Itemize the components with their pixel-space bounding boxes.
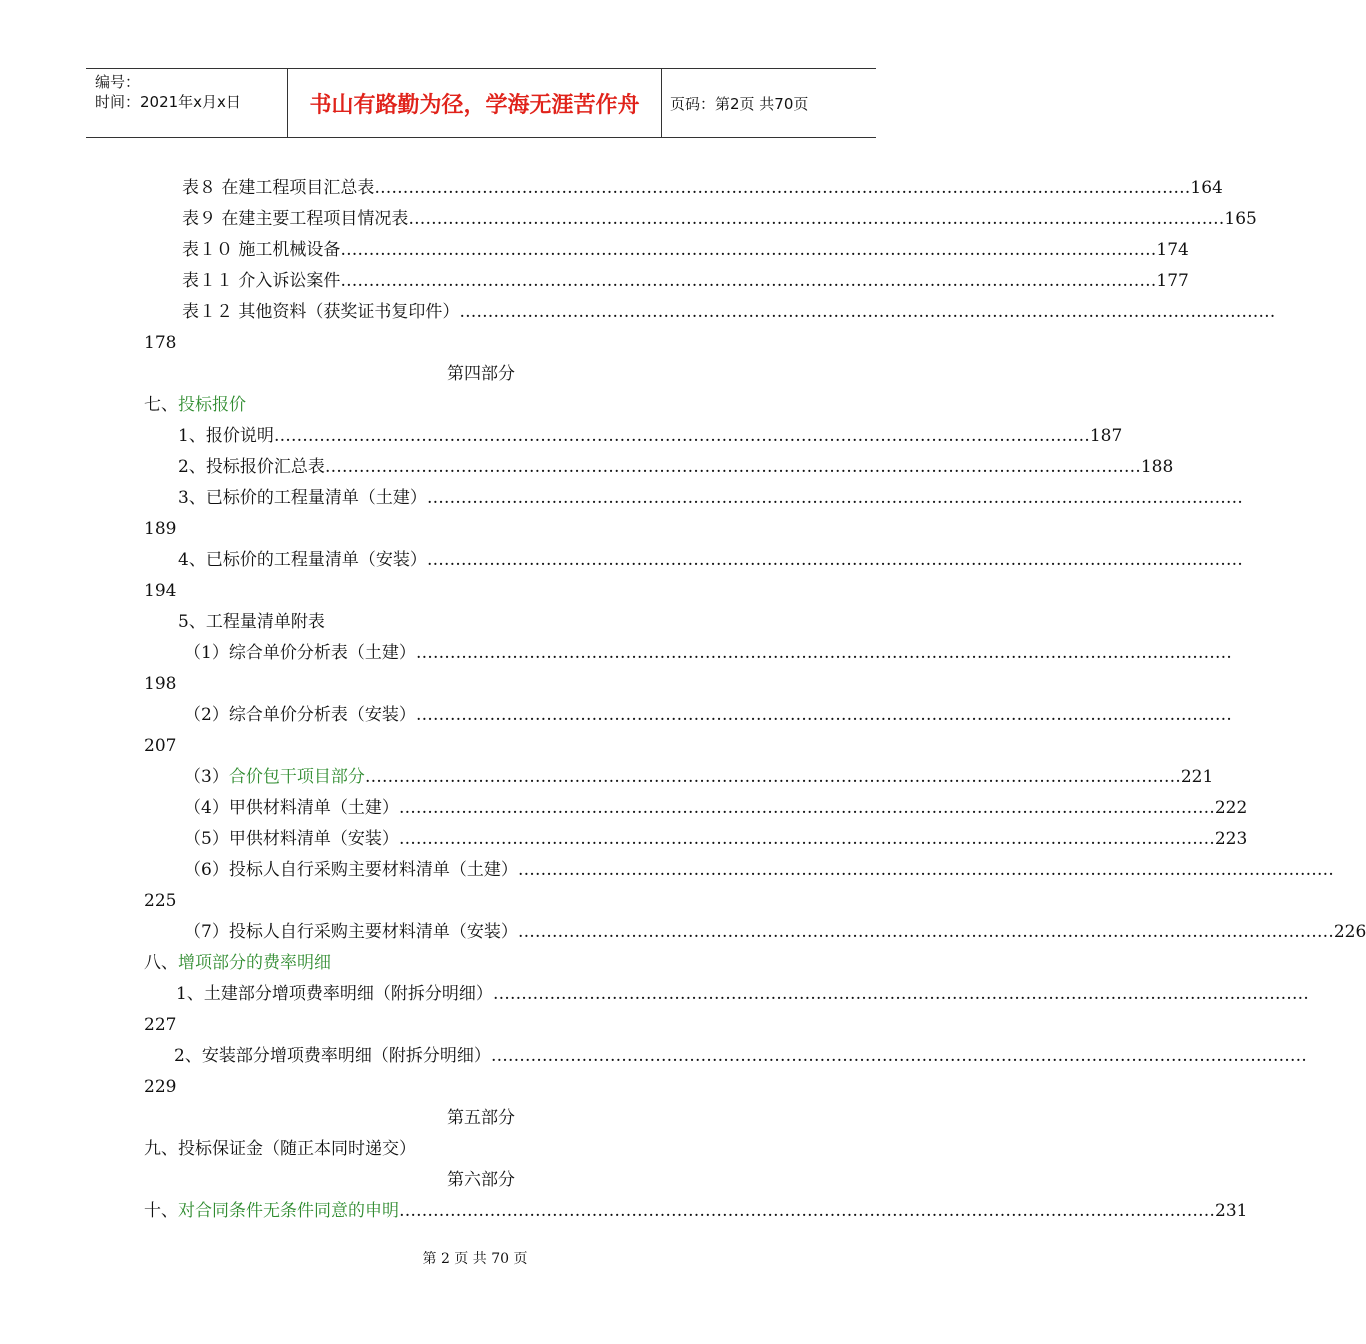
toc-entry-page: 207: [144, 736, 177, 756]
toc-entry-text: 表１２ 其他资料（获奖证书复印件）: [182, 302, 460, 322]
part-heading: 第五部分: [447, 1108, 515, 1128]
toc-leader: ………………………………………………………………………………………………………………………………: [408, 209, 1225, 229]
section-heading: [144, 392, 246, 418]
toc-leader: ………………………………………………………………………………………………………………………………: [459, 302, 1276, 322]
toc-entry-page: 198: [144, 674, 177, 694]
toc-entry: [182, 237, 1189, 263]
section-heading: [144, 950, 331, 976]
toc-entry: [178, 547, 1243, 573]
toc-entry-page: 187: [1089, 426, 1123, 446]
toc-entry-text: 1、土建部分增项费率明细（附拆分明细）: [176, 984, 493, 1004]
toc-entry-page: 227: [144, 1015, 177, 1035]
toc-entry: [182, 299, 1276, 325]
part-heading: 第四部分: [447, 364, 515, 384]
toc-entry-text: 2、投标报价汇总表: [178, 457, 325, 477]
toc-entry-text: 3、已标价的工程量清单（土建）: [178, 488, 427, 508]
toc-entry-text: （5）甲供材料清单（安装）: [184, 829, 399, 849]
toc-entry: [184, 919, 1366, 945]
toc-entry-number: （3）: [184, 767, 229, 787]
page-info: 页码：第2页 共70页: [670, 94, 809, 113]
toc-entry-page: 222: [1214, 798, 1248, 818]
toc-leader: ………………………………………………………………………………………………………………………………: [398, 798, 1215, 818]
toc-entry: [184, 764, 1214, 790]
toc-leader: ………………………………………………………………………………………………………………………………: [490, 1046, 1307, 1066]
toc-entry-text: （1）综合单价分析表（土建）: [184, 643, 416, 663]
toc-entry: [182, 268, 1189, 294]
toc-entry-text: 表９ 在建主要工程项目情况表: [182, 209, 409, 229]
toc-entry-page: 189: [144, 519, 177, 539]
toc-entry-text: [144, 1198, 399, 1224]
toc-entry: [184, 640, 1232, 666]
toc-entry-text: 表１１ 介入诉讼案件: [182, 271, 341, 291]
toc-entry-text: （7）投标人自行采购主要材料清单（安装）: [184, 922, 518, 942]
toc-entry-text: 表１０ 施工机械设备: [182, 240, 341, 260]
toc-entry: [184, 826, 1248, 852]
header-motto-cell: [288, 69, 662, 137]
toc-entry-page: 229: [144, 1077, 177, 1097]
time-label: 时间：2021年x月x日: [95, 93, 241, 111]
toc-entry-text: 1、报价说明: [178, 426, 274, 446]
toc-entry-page: 226: [1333, 922, 1366, 942]
page-header: [86, 68, 876, 138]
toc-entry: [176, 981, 1309, 1007]
section-number: 十、: [144, 1201, 178, 1221]
toc-entry-page: 194: [144, 581, 177, 601]
toc-entry-text: 2、安装部分增项费率明细（附拆分明细）: [174, 1046, 491, 1066]
toc-entry-text: （2）综合单价分析表（安装）: [184, 705, 416, 725]
toc-entry-text: （6）投标人自行采购主要材料清单（土建）: [184, 860, 518, 880]
toc-entry: [174, 1043, 1307, 1069]
toc-leader: ………………………………………………………………………………………………………………………………: [398, 829, 1215, 849]
toc-entry-page: 174: [1156, 240, 1189, 260]
toc-leader: ………………………………………………………………………………………………………………………………: [415, 705, 1232, 725]
toc-entry: [178, 423, 1123, 449]
toc-entry-text: 表８ 在建工程项目汇总表: [182, 178, 375, 198]
number-label: 编号：: [95, 73, 141, 91]
toc-subheading: 5、工程量清单附表: [178, 612, 325, 632]
page-footer: 第 2 页 共 70 页: [422, 1251, 528, 1267]
toc-entry-text: （4）甲供材料清单（土建）: [184, 798, 399, 818]
toc-entry: [178, 454, 1174, 480]
section-heading: 九、投标保证金（随正本同时递交）: [144, 1139, 416, 1159]
toc-leader: ………………………………………………………………………………………………………………………………: [426, 488, 1243, 508]
toc-leader: ………………………………………………………………………………………………………………………………: [364, 767, 1181, 787]
section-title: 对合同条件无条件同意的申明: [178, 1201, 399, 1221]
toc-entry: [178, 485, 1243, 511]
toc-leader: ………………………………………………………………………………………………………………………………: [374, 178, 1191, 198]
toc-leader: ………………………………………………………………………………………………………………………………: [399, 1201, 1215, 1221]
toc-entry-page: 223: [1214, 829, 1248, 849]
toc-leader: ………………………………………………………………………………………………………………………………: [324, 457, 1141, 477]
toc-entry: [144, 1198, 1248, 1224]
toc-entry-title: 合价包干项目部分: [228, 767, 365, 787]
toc-leader: ………………………………………………………………………………………………………………………………: [415, 643, 1232, 663]
toc-entry-page: 231: [1215, 1201, 1248, 1221]
toc-leader: ………………………………………………………………………………………………………………………………: [517, 922, 1334, 942]
toc-leader: ………………………………………………………………………………………………………………………………: [517, 860, 1334, 880]
motto: 书山有路勤为径，学海无涯苦作舟: [309, 92, 640, 118]
toc-entry-text: [184, 764, 365, 790]
toc-leader: ………………………………………………………………………………………………………………………………: [492, 984, 1309, 1004]
section-number: 七、: [144, 395, 178, 415]
toc-entry-page: 178: [144, 333, 177, 353]
toc-leader: ………………………………………………………………………………………………………………………………: [340, 240, 1157, 260]
toc-entry-page: 177: [1156, 271, 1189, 291]
toc-entry-page: 221: [1180, 767, 1214, 787]
toc-entry: [184, 702, 1232, 728]
section-number: 八、: [144, 953, 178, 973]
toc-leader: ………………………………………………………………………………………………………………………………: [340, 271, 1157, 291]
toc-entry: [184, 795, 1248, 821]
toc-entry-text: 4、已标价的工程量清单（安装）: [178, 550, 427, 570]
header-meta-cell: [86, 69, 288, 137]
toc-entry-page: 188: [1140, 457, 1174, 477]
part-heading: 第六部分: [447, 1170, 515, 1190]
toc-entry: [182, 206, 1257, 232]
section-title: 增项部分的费率明细: [178, 953, 331, 973]
header-page-cell: [662, 69, 876, 137]
toc-entry-page: 225: [144, 891, 177, 911]
toc-entry: [184, 857, 1334, 883]
section-title: 投标报价: [178, 395, 246, 415]
toc-entry-page: 164: [1190, 178, 1223, 198]
toc-entry-page: 165: [1224, 209, 1257, 229]
toc-leader: ………………………………………………………………………………………………………………………………: [426, 550, 1243, 570]
toc-entry: [182, 175, 1223, 201]
toc-leader: ………………………………………………………………………………………………………………………………: [273, 426, 1090, 446]
